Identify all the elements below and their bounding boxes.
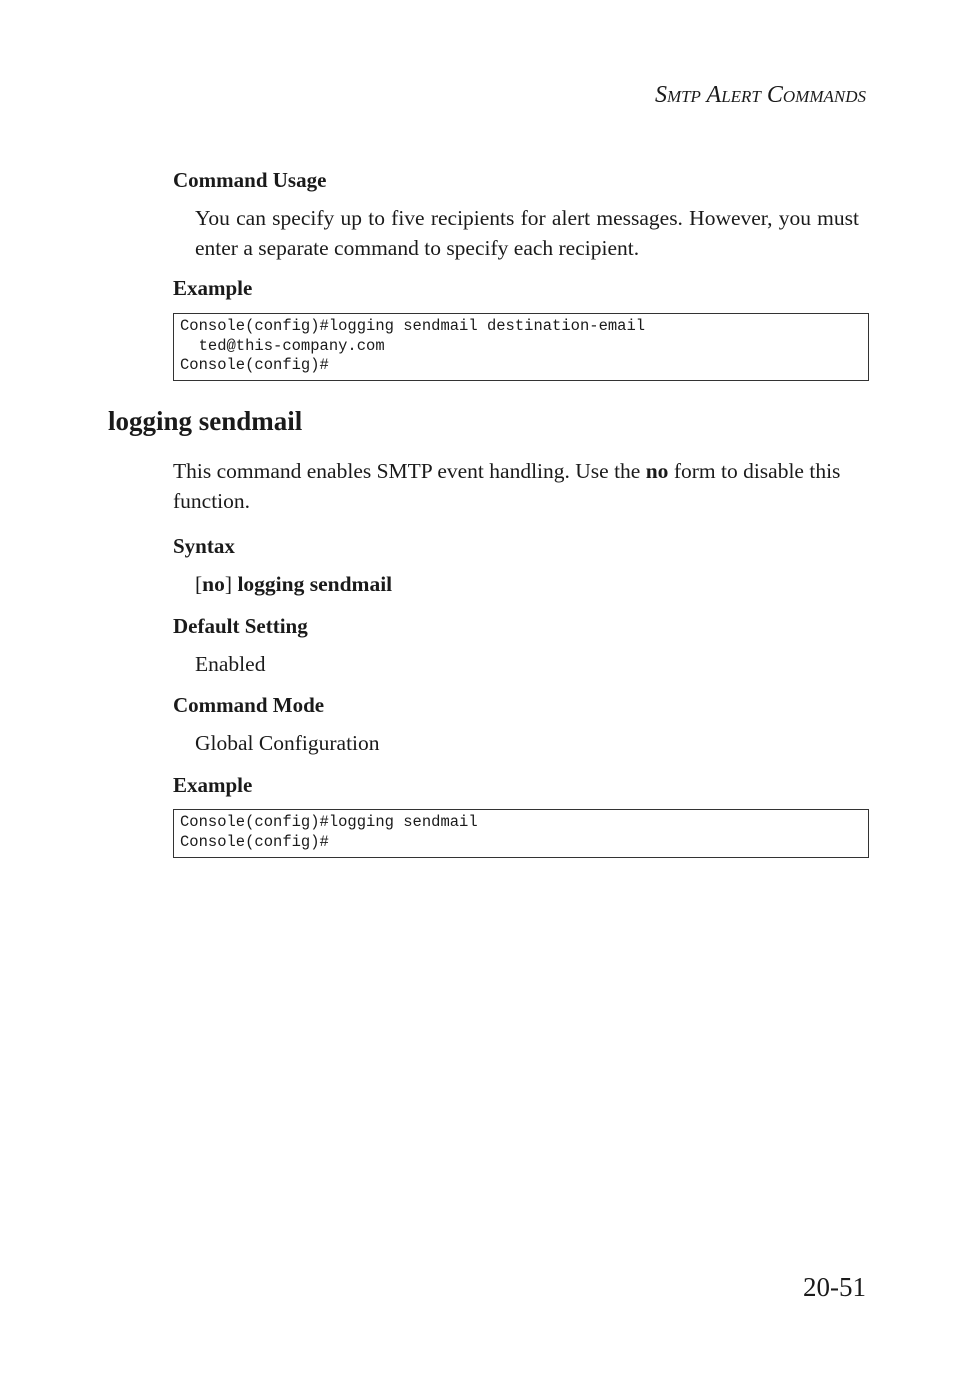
command-usage-heading: Command Usage bbox=[173, 168, 327, 192]
syntax-line: [no] logging sendmail bbox=[195, 572, 393, 596]
page-number: 20-51 bbox=[803, 1272, 866, 1302]
syntax-heading: Syntax bbox=[173, 534, 235, 558]
command-mode-value: Global Configuration bbox=[195, 731, 380, 755]
section-intro: This command enables SMTP event handling. Use the no form to disable this function. bbox=[173, 459, 841, 513]
command-usage-text: You can specify up to five recipients for alert messages. However, you must enter a separate command to specify each recipient. bbox=[195, 206, 859, 260]
no-keyword: no bbox=[645, 459, 669, 483]
command-mode-heading: Command Mode bbox=[173, 693, 325, 717]
example-heading-2: Example bbox=[173, 773, 253, 797]
running-head: SMTP ALERT COMMANDS bbox=[654, 82, 866, 108]
default-setting-heading: Default Setting bbox=[173, 614, 308, 638]
example-heading-1: Example bbox=[173, 276, 253, 300]
code-example-1: Console(config)#logging sendmail destination-email ted@this-company.com Console(config)# bbox=[173, 313, 869, 381]
code-example-2: Console(config)#logging sendmail Console(config)# bbox=[173, 809, 869, 858]
default-setting-value: Enabled bbox=[195, 652, 266, 676]
section-title: logging sendmail bbox=[108, 406, 303, 436]
